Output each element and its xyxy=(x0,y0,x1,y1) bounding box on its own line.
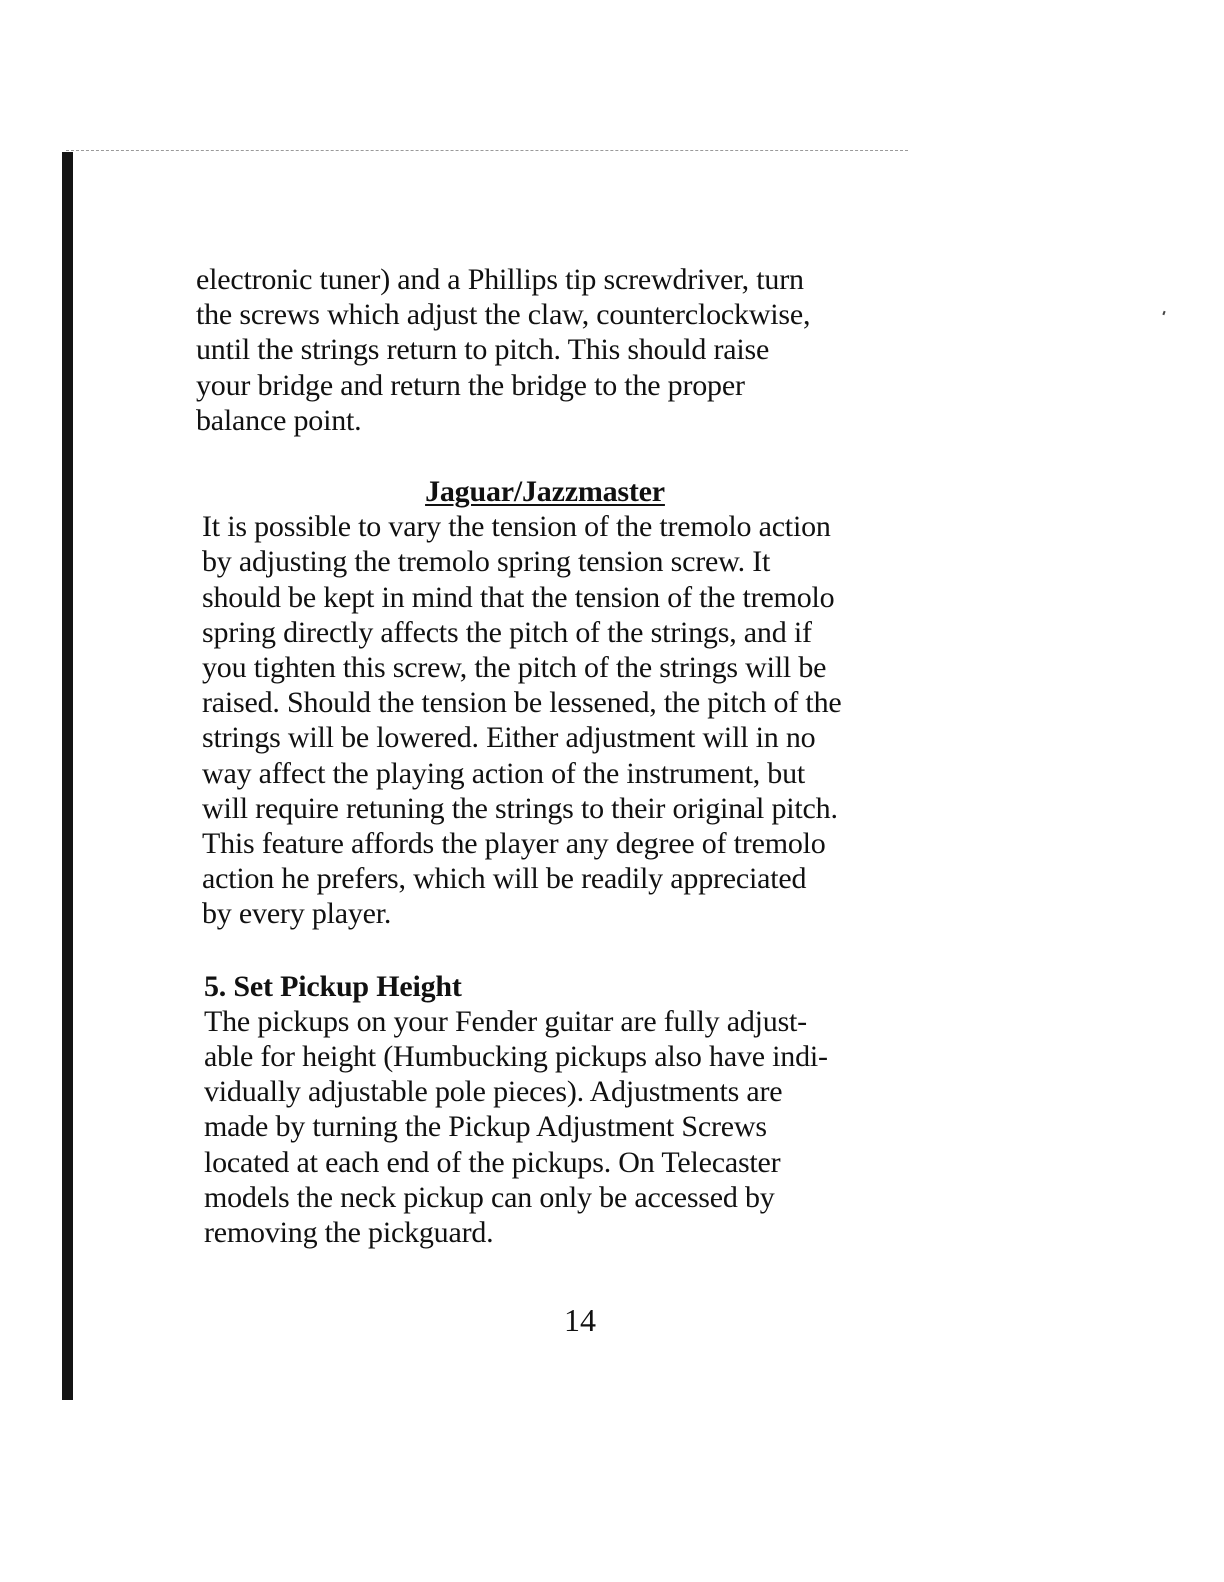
text-line: vidually adjustable pole pieces). Adjustments are xyxy=(204,1075,783,1109)
text-line: should be kept in mind that the tension of the tremolo xyxy=(202,580,835,614)
section-title-jaguar-jazzmaster: Jaguar/Jazzmaster xyxy=(425,475,665,509)
text-line: electronic tuner) and a Phillips tip screwdriver, turn xyxy=(196,263,804,296)
text-line: until the strings return to pitch. This should raise xyxy=(196,333,770,367)
text-line: models the neck pickup can only be accessed by xyxy=(204,1180,775,1214)
text-line: action he prefers, which will be readily appreciated xyxy=(202,862,807,896)
text-line: you tighten this screw, the pitch of the strings will be xyxy=(202,651,827,685)
text-line: the screws which adjust the claw, counterclockwise, xyxy=(196,298,811,332)
text-line: removing the pickguard. xyxy=(204,1216,494,1250)
text-line: will require retuning the strings to their original pitch. xyxy=(202,791,838,825)
text-line: able for height (Humbucking pickups also have indi- xyxy=(204,1040,828,1074)
step-heading-pickup-height: 5. Set Pickup Height xyxy=(204,969,462,1003)
text-line: balance point. xyxy=(196,403,362,437)
scan-top-edge xyxy=(66,150,908,151)
text-line: raised. Should the tension be lessened, the pitch of the xyxy=(202,686,842,720)
page-content xyxy=(196,262,976,1250)
text-line: This feature affords the player any degree of tremolo xyxy=(202,827,826,861)
paragraph-claw-adjustment xyxy=(196,262,976,438)
text-line: The pickups on your Fender guitar are fully adjust- xyxy=(204,1004,807,1038)
text-line: located at each end of the pickups. On Telecaster xyxy=(204,1145,781,1179)
scan-speck xyxy=(1162,311,1165,315)
text-line: way affect the playing action of the instrument, but xyxy=(202,756,806,790)
text-line: strings will be lowered. Either adjustment will in no xyxy=(202,721,816,755)
scan-binding-edge xyxy=(62,152,73,1400)
text-line: It is possible to vary the tension of the tremolo action xyxy=(202,510,831,544)
text-line: by adjusting the tremolo spring tension screw. It xyxy=(202,545,771,579)
text-line: made by turning the Pickup Adjustment Screws xyxy=(204,1110,767,1144)
text-line: by every player. xyxy=(202,897,392,931)
paragraph-pickup-height xyxy=(196,1004,976,1250)
page-number: 14 xyxy=(564,1302,596,1338)
text-line: your bridge and return the bridge to the proper xyxy=(196,368,745,402)
paragraph-tremolo-tension xyxy=(196,509,976,931)
text-line: spring directly affects the pitch of the strings, and if xyxy=(202,615,812,649)
